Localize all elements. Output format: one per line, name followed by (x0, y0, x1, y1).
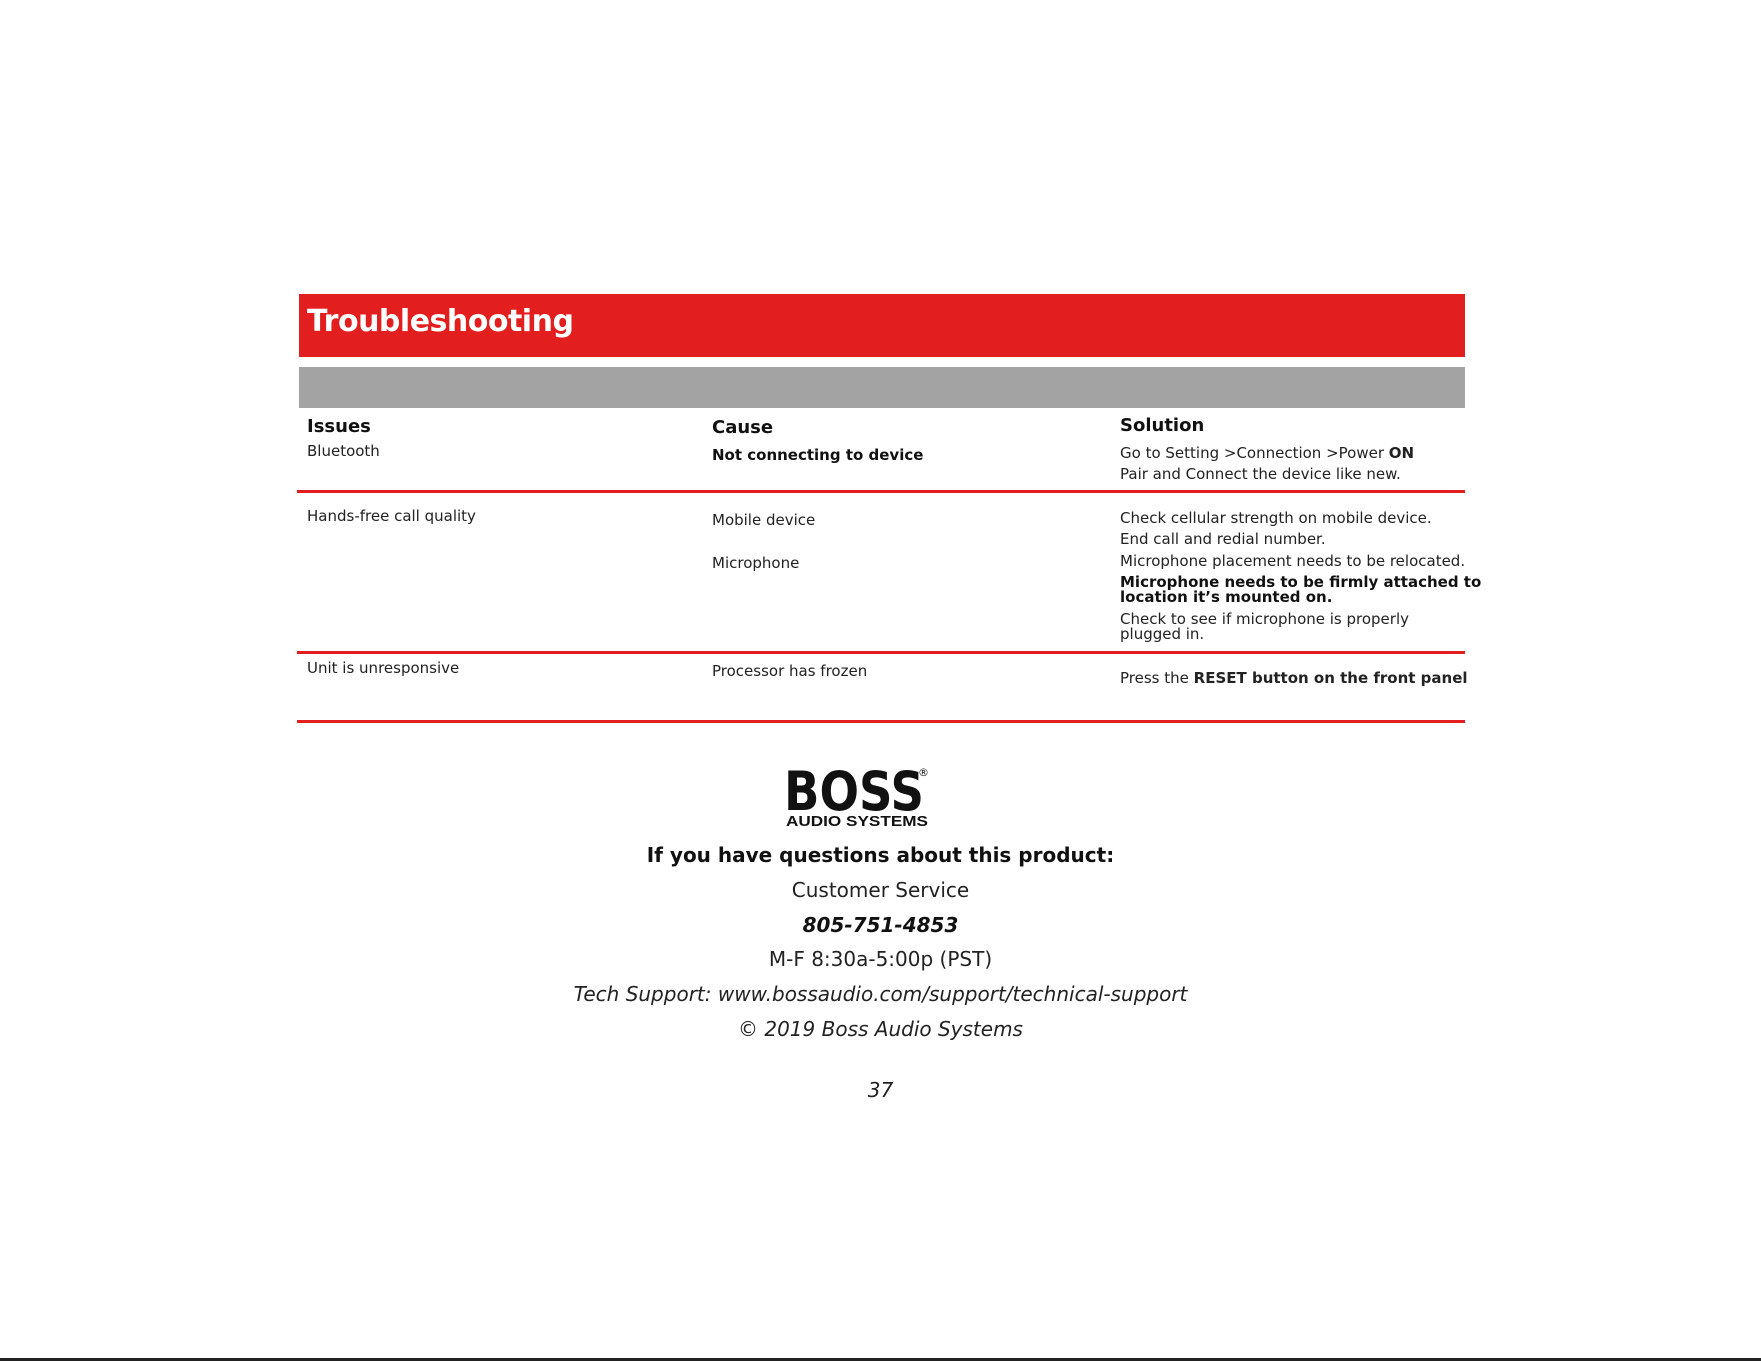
tech-support-link[interactable]: Tech Support: www.bossaudio.com/support/technical-support (573, 982, 1188, 1006)
row-divider (297, 651, 1465, 654)
copyright: © 2019 Boss Audio Systems (738, 1017, 1023, 1041)
solution-reset: Press the RESET button on the front panel (1120, 669, 1468, 687)
solution-mic-attach-line1: Microphone needs to be firmly attached to (1120, 573, 1482, 591)
header-issues: Issues (307, 416, 371, 437)
customer-service-label: Customer Service (791, 878, 970, 902)
solution-mic-plugged-line2: plugged in. (1120, 625, 1205, 643)
row-divider (297, 490, 1465, 493)
solution-relocate-mic: Microphone placement needs to be relocated. (1120, 552, 1466, 570)
header-cause: Cause (712, 417, 774, 438)
issue-bluetooth: Bluetooth (307, 442, 380, 460)
section-title-bar (299, 294, 1465, 357)
svg-text:AUDIO SYSTEMS: AUDIO SYSTEMS (786, 813, 928, 829)
boss-logo (784, 763, 930, 829)
table-header-band (299, 367, 1465, 408)
solution-mic-plugged-line1: Check to see if microphone is properly (1120, 610, 1409, 628)
solution-bluetooth-line2: Pair and Connect the device like new. (1120, 465, 1401, 483)
solution-bluetooth-line1: Go to Setting >Connection >Power ON (1120, 444, 1415, 462)
section-title: Troubleshooting (307, 304, 574, 339)
solution-mic-attach-line2: location it’s mounted on. (1120, 588, 1333, 606)
svg-text:BOSS: BOSS (784, 763, 924, 823)
issue-unresponsive: Unit is unresponsive (307, 659, 460, 677)
cause-microphone: Microphone (712, 554, 800, 572)
table-bottom-rule (297, 720, 1465, 723)
header-solution: Solution (1120, 415, 1205, 436)
issue-hands-free: Hands-free call quality (307, 507, 476, 525)
cause-mobile-device: Mobile device (712, 511, 816, 529)
contact-heading: If you have questions about this product: (646, 843, 1115, 867)
solution-redial: End call and redial number. (1120, 530, 1326, 548)
cause-processor-frozen: Processor has frozen (712, 662, 868, 680)
cause-not-connecting: Not connecting to device (712, 446, 924, 464)
service-hours: M-F 8:30a-5:00p (PST) (768, 947, 993, 971)
svg-text:®: ® (918, 766, 929, 779)
boss-wordmark-icon (784, 763, 930, 829)
solution-check-cellular: Check cellular strength on mobile device. (1120, 509, 1432, 527)
phone-number: 805-751-4853 (802, 913, 959, 937)
page-number: 37 (867, 1078, 894, 1102)
